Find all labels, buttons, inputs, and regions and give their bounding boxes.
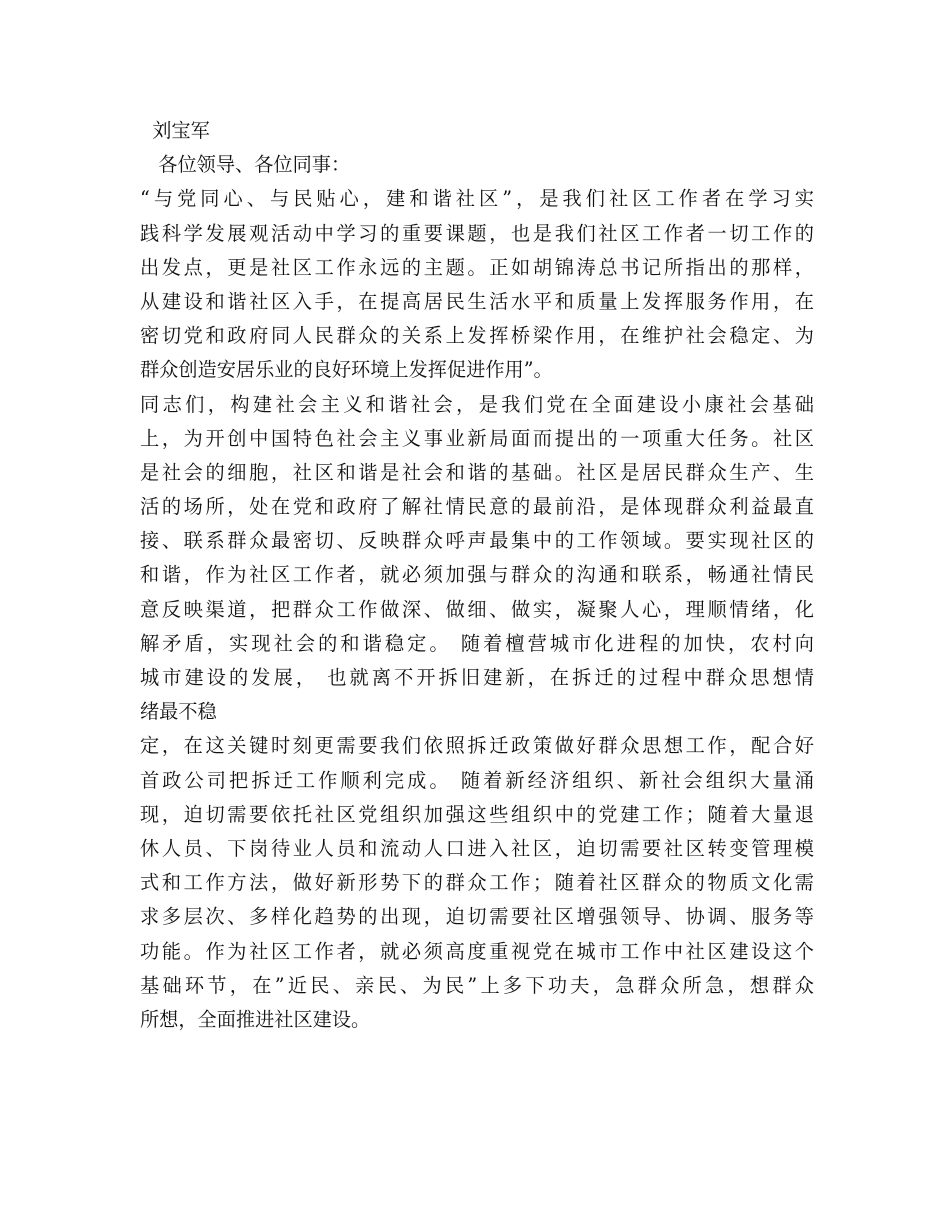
text-line: 和谐，作为社区工作者，就必须加强与群众的沟通和联系，畅通社情民 (140, 563, 814, 587)
text-line: 首政公司把拆迁工作顺利完成。 随着新经济组织、新社会组织大量涌 (140, 768, 814, 792)
text-line: 上，为开创中国特色社会主义事业新局面而提出的一项重大任务。社区 (140, 426, 814, 450)
text-line: 刘宝军 (140, 119, 210, 142)
text-line: 功能。作为社区工作者，就必须高度重视党在城市工作中社区建设这个 (140, 939, 814, 963)
text-line: 是社会的细胞，社区和谐是社会和谐的基础。社区是居民群众生产、生 (140, 460, 814, 484)
text-line: 式和工作方法，做好新形势下的群众工作；随着社区群众的物质文化需 (140, 871, 814, 895)
text-line: 定，在这关键时刻更需要我们依照拆迁政策做好群众思想工作，配合好 (140, 734, 814, 758)
text-line: 城市建设的发展， 也就离不开拆旧建新，在拆迁的过程中群众思想情 (140, 666, 814, 689)
text-line: 密切党和政府同人民群众的关系上发挥桥梁作用，在维护社会稳定、为 (140, 324, 814, 348)
text-line: 求多层次、多样化趋势的出现，迫切需要社区增强领导、协调、服务等 (140, 905, 814, 929)
text-line: 出发点，更是社区工作永远的主题。正如胡锦涛总书记所指出的那样， (140, 255, 814, 279)
text-line: 各位领导、各位同事： (140, 153, 351, 177)
text-line: 解矛盾，实现社会的和谐稳定。 随着檀营城市化进程的加快，农村向 (140, 631, 814, 655)
document-body (140, 114, 814, 1037)
text-line: 从建设和谐社区入手，在提高居民生活水平和质量上发挥服务作用，在 (140, 289, 814, 313)
text-line: 意反映渠道，把群众工作做深、做细、做实，凝聚人心，理顺情绪，化 (140, 597, 814, 621)
text-line: 接、联系群众最密切、反映群众呼声最集中的工作领域。要实现社区的 (140, 529, 814, 553)
text-line: 群众创造安居乐业的良好环境上发挥促进作用”。 (140, 358, 553, 382)
text-line: 休人员、下岗待业人员和流动人口进入社区，迫切需要社区转变管理模 (140, 836, 814, 860)
text-line: 绪最不稳 (140, 700, 217, 724)
text-line: 同志们，构建社会主义和谐社会，是我们党在全面建设小康社会基础 (140, 392, 814, 416)
text-line: 基础环节，在”近民、亲民、为民”上多下功夫，急群众所急，想群众 (140, 973, 814, 997)
text-line: 践科学发展观活动中学习的重要课题，也是我们社区工作者一切工作的 (140, 221, 814, 245)
text-line: 现，迫切需要依托社区党组织加强这些组织中的党建工作；随着大量退 (140, 802, 814, 826)
text-line: “与党同心、与民贴心，建和谐社区”，是我们社区工作者在学习实 (140, 187, 814, 211)
text-line: 所想，全面推进社区建设。 (140, 1007, 371, 1031)
text-line: 活的场所，处在党和政府了解社情民意的最前沿，是体现群众利益最直 (140, 495, 814, 519)
